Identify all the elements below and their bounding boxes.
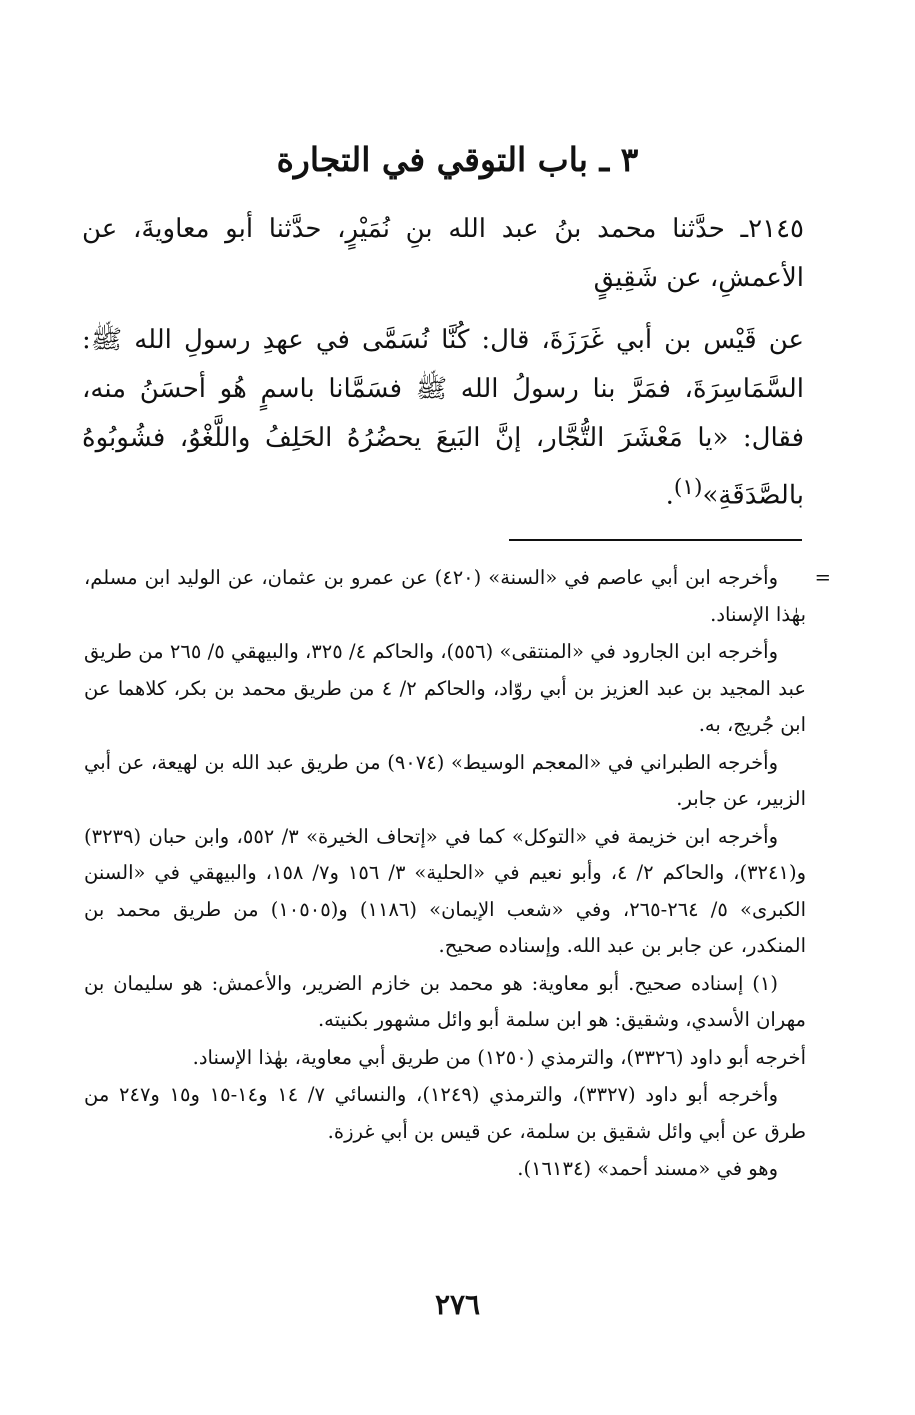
hadith-matn-body: عن قَيْس بن أبي غَرَزَةَ، قال: كُنَّا نُسَمَّى في عهدِ رسولِ الله ﷺ: السَّمَاسِرَةَ، فمَرَّ بنا رسولُ الله ﷺ فسَمَّانا باسمٍ هُو أحسَنُ منه، فقال: «يا مَعْشَرَ التُّجَّار، إنَّ البَيعَ يحضُرُهُ الحَلِفُ واللَّغْوُ، فشُوبُوهُ بالصَّدَقَةِ» bbox=[82, 325, 805, 511]
footnote-reference[interactable]: (١) bbox=[673, 475, 703, 500]
footnote-paragraph: وهو في «مسند أحمد» (١٦١٣٤). bbox=[517, 1157, 778, 1180]
page-number: ٢٧٦ bbox=[434, 1288, 481, 1321]
hadith-matn bbox=[82, 316, 804, 521]
chapter-title: ٣ ـ باب التوقي في التجارة bbox=[276, 140, 639, 179]
continuation-mark: = bbox=[814, 566, 831, 589]
footnote-paragraph: (١) إسناده صحيح. أبو معاوية: هو محمد بن خازم الضرير، والأعمش: هو سليمان بن مهران الأسدي، وشقيق: هو ابن سلمة أبو وائل مشهور بكنيته. bbox=[84, 971, 806, 1031]
footnote-paragraph: أخرجه أبو داود (٣٣٢٦)، والترمذي (١٢٥٠) من طريق أبي معاوية، بهٰذا الإسناد. bbox=[192, 1045, 806, 1069]
hadith-isnad: ٢١٤٥ـ حدَّثنا محمد بنُ عبد الله بنِ نُمَيْرٍ، حدَّثنا أبو معاويةَ، عن الأعمشِ، عن شَقِيقٍ bbox=[82, 214, 804, 293]
footnotes bbox=[84, 560, 831, 1189]
footnote-separator bbox=[509, 539, 802, 541]
footnote-paragraph: وأخرجه ابن الجارود في «المنتقى» (٥٥٦)، والحاكم ٤/ ٣٢٥، والبيهقي ٥/ ٢٦٥ من طريق عبد المجيد بن عبد العزيز بن أبي روّاد، والحاكم ٢/ ٤ من طريق محمد بن بكر، كلاهما عن ابن جُريج، به. bbox=[84, 640, 806, 736]
footnote-paragraph: وأخرجه ابن أبي عاصم في «السنة» (٤٢٠) عن عمرو بن عثمان، عن الوليد ابن مسلم، بهٰذا الإسناد. bbox=[84, 566, 806, 626]
hadith-matn-end: . bbox=[665, 480, 674, 511]
footnote-paragraph: وأخرجه الطبراني في «المعجم الوسيط» (٩٠٧٤) من طريق عبد الله بن لهيعة، عن أبي الزبير، عن جابر. bbox=[84, 750, 806, 810]
footnote-paragraph: وأخرجه أبو داود (٣٣٢٧)، والترمذي (١٢٤٩)، والنسائي ٧/ ١٤ و١٤-١٥ و١٥ و٢٤٧ من طرق عن أبي وائل شقيق بن سلمة، عن قيس بن أبي غرزة. bbox=[84, 1083, 806, 1143]
hadith-text bbox=[82, 205, 804, 534]
footnote-paragraph: وأخرجه ابن خزيمة في «التوكل» كما في «إتحاف الخيرة» ٣/ ٥٥٢، وابن حبان (٣٢٣٩) و(٣٢٤١)، والحاكم ٢/ ٤، وأبو نعيم في «الحلية» ٣/ ١٥٦ و٧/ ١٥٨، والبيهقي في «السنن الكبرى» ٥/ ٢٦٤-٢٦٥، وفي «شعب الإيمان» (١١٨٦) و(١٠٥٠٥) من طريق محمد بن المنكدر، عن جابر بن عبد الله. وإسناده صحيح. bbox=[84, 824, 806, 957]
